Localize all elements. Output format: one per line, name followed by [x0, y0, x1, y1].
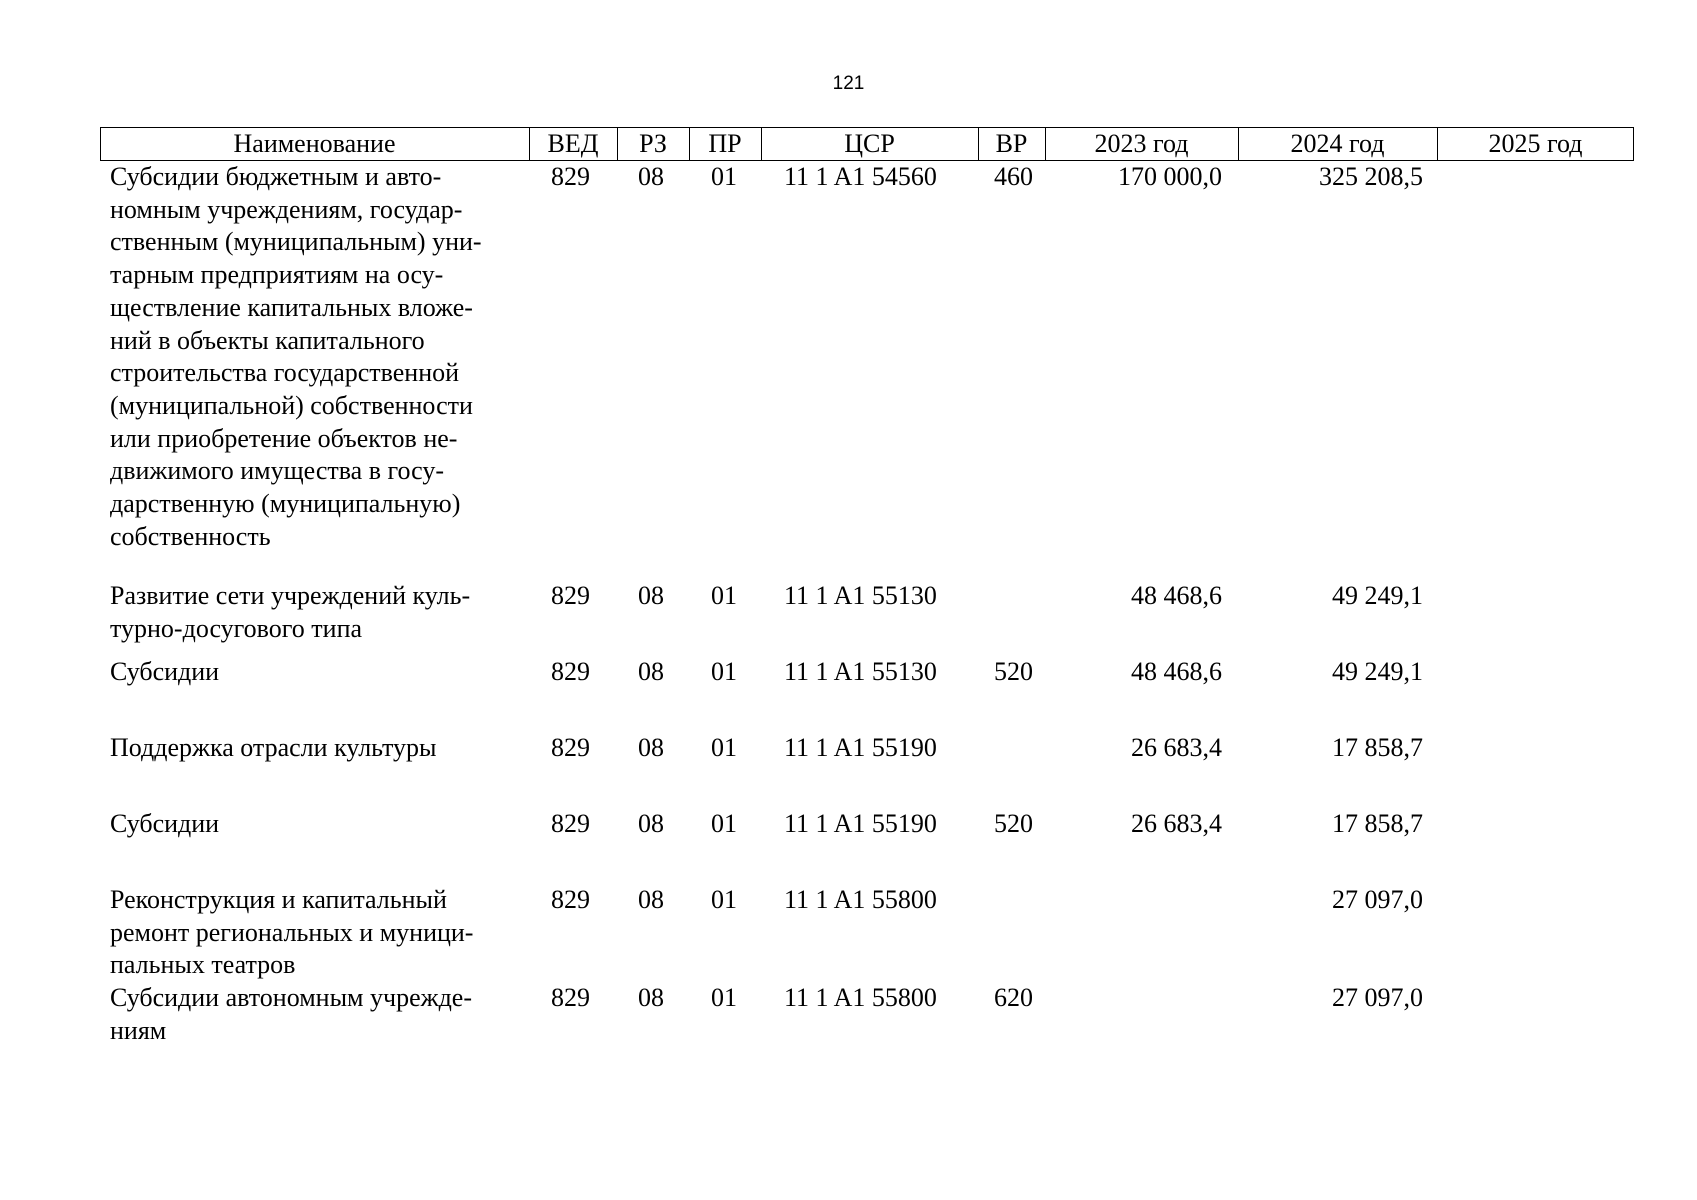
row-rz: 08: [638, 581, 664, 610]
row-name: Субсидии автономным учрежде- ниям: [110, 983, 472, 1045]
header-name: Наименование: [233, 129, 396, 158]
header-year-2023: 2023 год: [1094, 129, 1189, 158]
row-ved: 829: [551, 162, 590, 191]
row-rz: 08: [638, 983, 664, 1012]
row-name: Субсидии: [110, 657, 220, 686]
row-2023: 48 468,6: [1131, 581, 1222, 610]
row-vr: 620: [994, 983, 1033, 1012]
row-csr: 11 1 A1 55800: [784, 983, 937, 1012]
header-ved: ВЕД: [547, 129, 599, 158]
row-csr: 11 1 A1 55190: [784, 809, 937, 838]
row-2024: 49 249,1: [1332, 581, 1423, 610]
row-name: Реконструкция и капитальный ремонт региональных и муници- пальных театров: [110, 885, 474, 980]
row-name: Поддержка отрасли культуры: [110, 733, 437, 762]
row-rz: 08: [638, 809, 664, 838]
row-ved: 829: [551, 733, 590, 762]
row-ved: 829: [551, 581, 590, 610]
row-pr: 01: [711, 162, 737, 191]
row-csr: 11 1 A1 55190: [784, 733, 937, 762]
row-rz: 08: [638, 733, 664, 762]
row-2023: 170 000,0: [1118, 162, 1222, 191]
row-2024: 17 858,7: [1332, 733, 1423, 762]
row-ved: 829: [551, 657, 590, 686]
row-csr: 11 1 A1 55130: [784, 581, 937, 610]
row-vr: 520: [994, 657, 1033, 686]
row-csr: 11 1 A1 54560: [784, 162, 937, 191]
row-ved: 829: [551, 809, 590, 838]
row-2024: 27 097,0: [1332, 885, 1423, 914]
row-2023: 26 683,4: [1131, 809, 1222, 838]
row-2024: 49 249,1: [1332, 657, 1423, 686]
header-year-2024: 2024 год: [1290, 129, 1385, 158]
row-2023: 48 468,6: [1131, 657, 1222, 686]
row-rz: 08: [638, 162, 664, 191]
row-pr: 01: [711, 733, 737, 762]
page-number: 121: [832, 73, 865, 94]
row-pr: 01: [711, 885, 737, 914]
header-csr: ЦСР: [844, 129, 895, 158]
row-vr: 460: [994, 162, 1033, 191]
header-year-2025: 2025 год: [1488, 129, 1583, 158]
header-pr: ПР: [708, 129, 742, 158]
row-2024: 27 097,0: [1332, 983, 1423, 1012]
row-2024: 325 208,5: [1319, 162, 1423, 191]
row-csr: 11 1 A1 55800: [784, 885, 937, 914]
row-pr: 01: [711, 983, 737, 1012]
header-vr: ВР: [995, 129, 1028, 158]
row-name: Субсидии бюджетным и авто- номным учреждениям, государ- ственным (муниципальным) уни- тарным предприятиям на осу- ществление капитальных вложе- ний в объекты капитального строительства государственной (муниципальной) собственности или приобретение объектов не- движимого имущества в госу- дарственную (муниципальную) собственность: [110, 162, 482, 551]
row-rz: 08: [638, 885, 664, 914]
header-rz: РЗ: [639, 129, 667, 158]
row-ved: 829: [551, 983, 590, 1012]
row-pr: 01: [711, 581, 737, 610]
row-ved: 829: [551, 885, 590, 914]
row-2024: 17 858,7: [1332, 809, 1423, 838]
row-pr: 01: [711, 657, 737, 686]
row-pr: 01: [711, 809, 737, 838]
row-vr: 520: [994, 809, 1033, 838]
row-name: Развитие сети учреждений куль- турно-досугового типа: [110, 581, 471, 643]
row-rz: 08: [638, 657, 664, 686]
row-name: Субсидии: [110, 809, 220, 838]
row-csr: 11 1 A1 55130: [784, 657, 937, 686]
row-2023: 26 683,4: [1131, 733, 1222, 762]
